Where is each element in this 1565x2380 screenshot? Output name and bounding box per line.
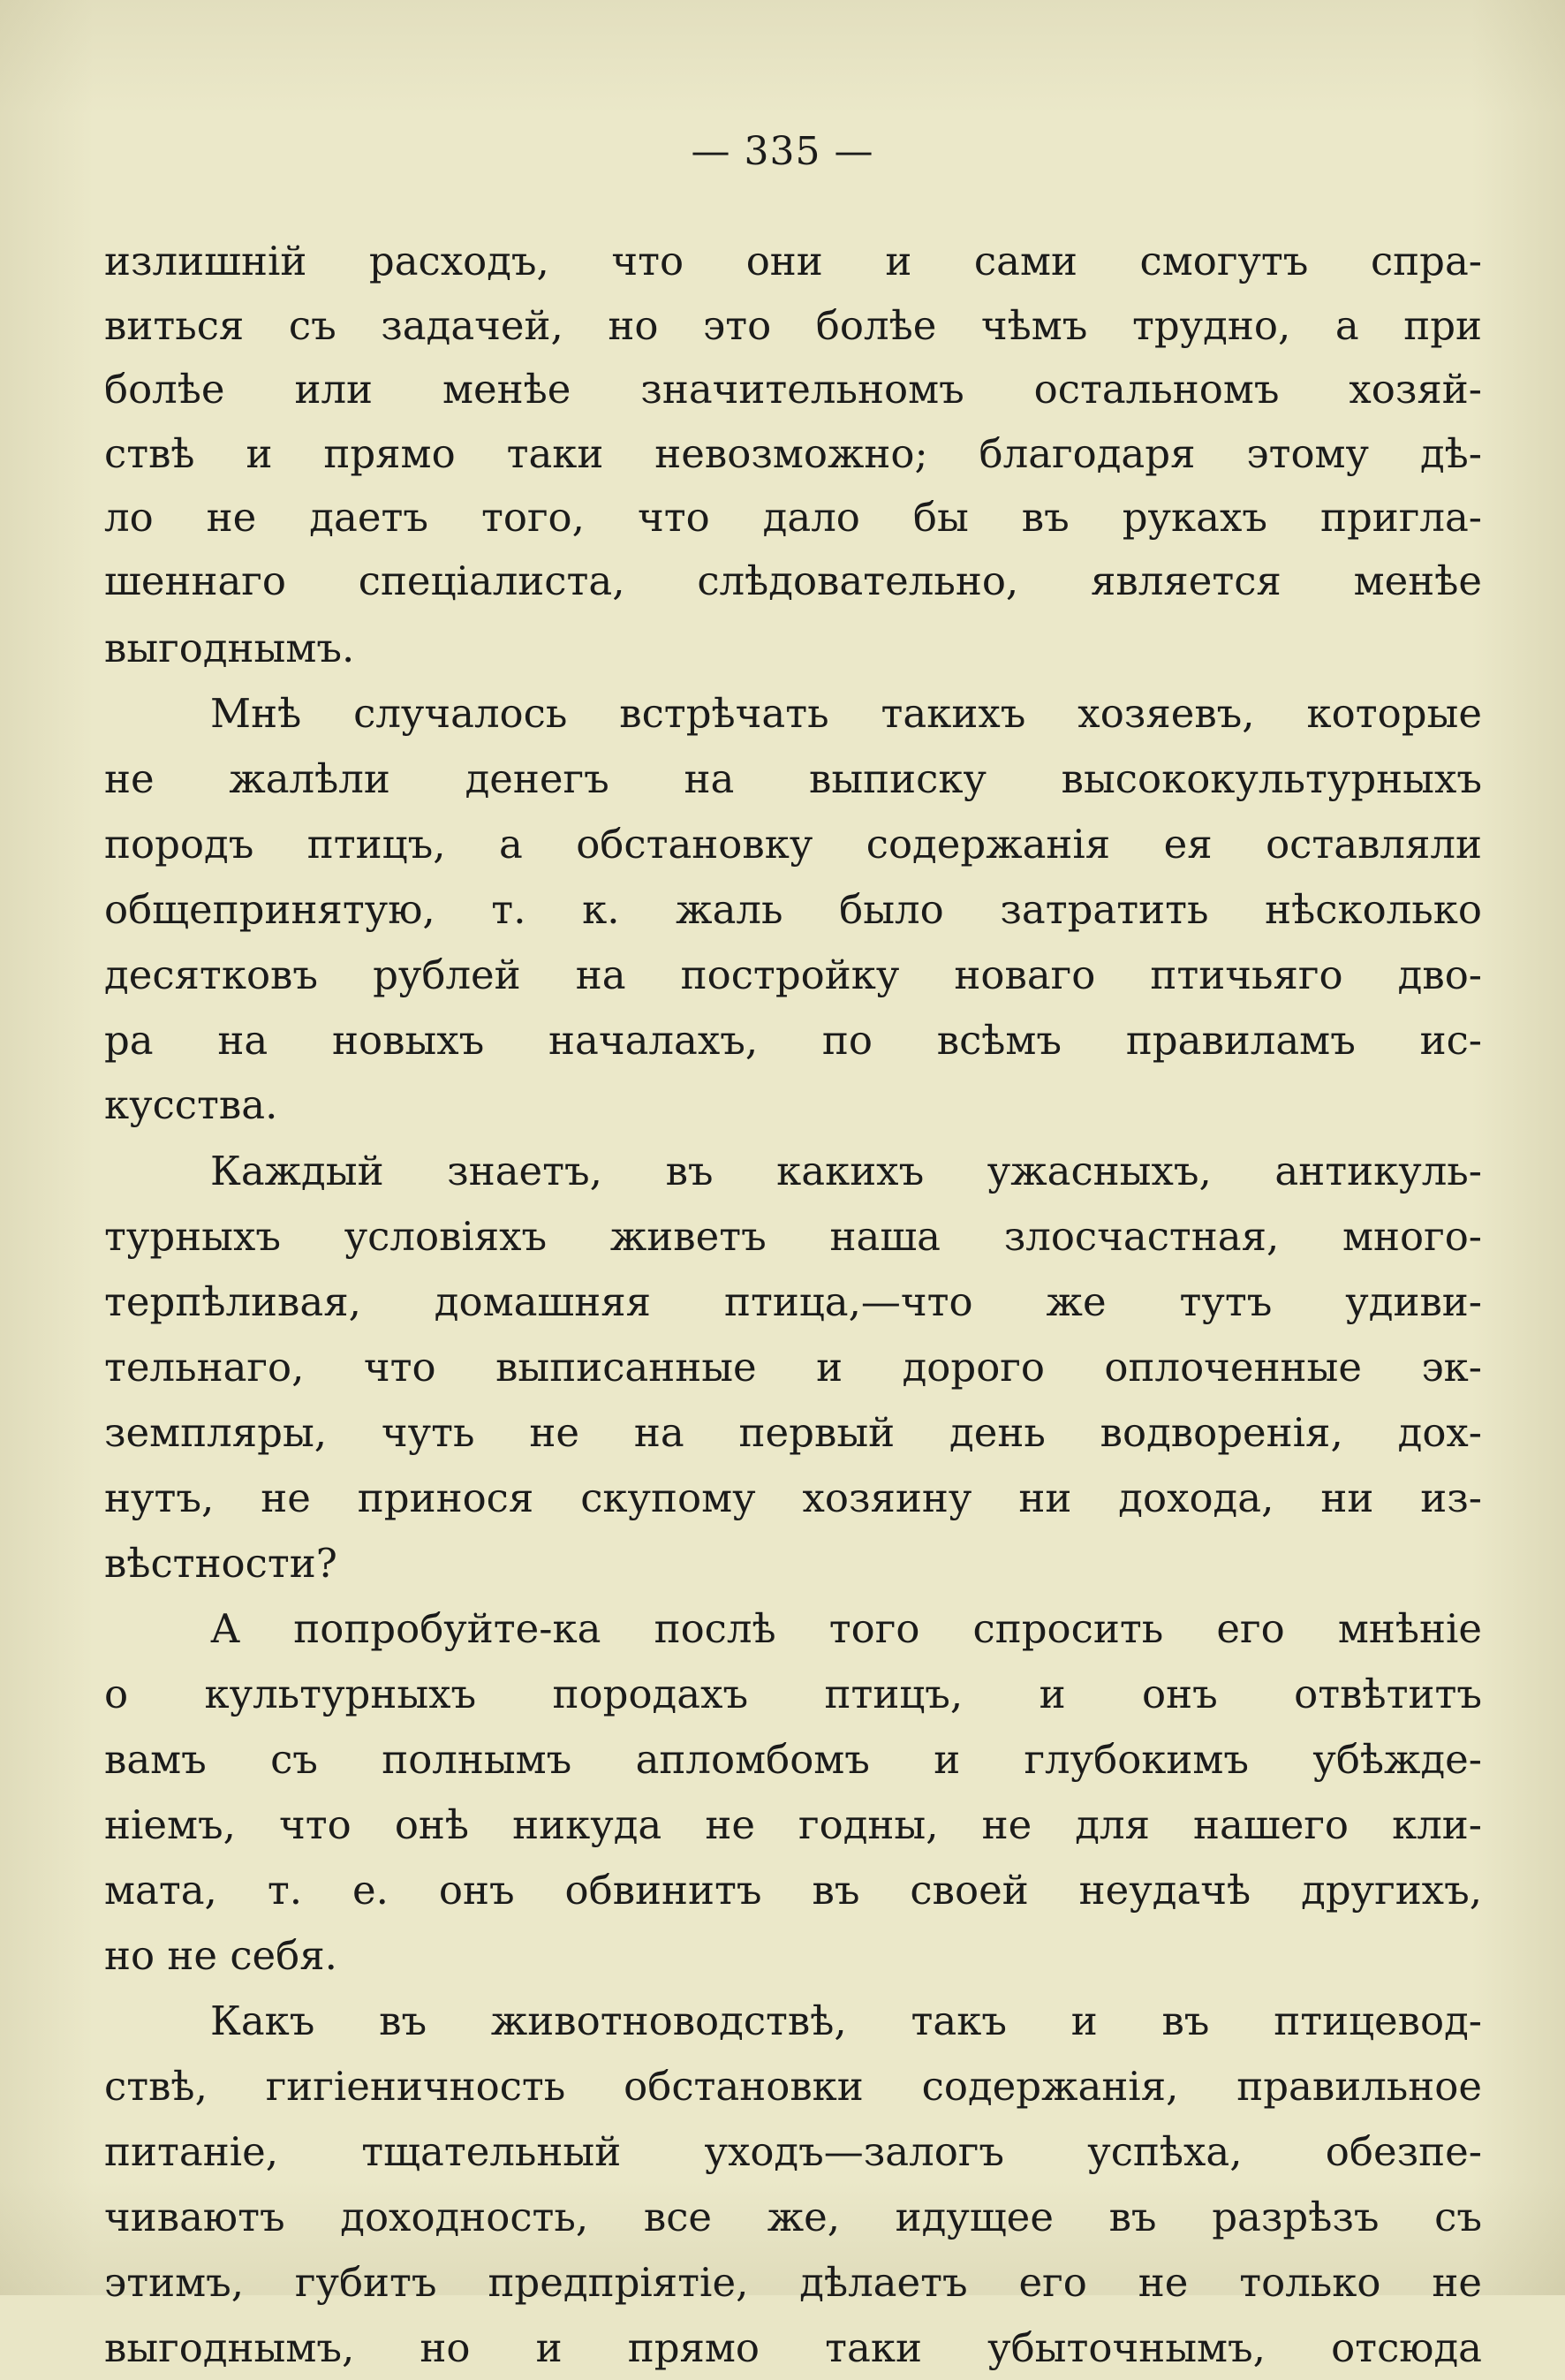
text-line-content: А попробуйте-ка послѣ того спросить его мнѣніе <box>210 1605 1482 1652</box>
text-line-content: ніемъ, что онѣ никуда не годны, не для нашего кли- <box>104 1801 1482 1848</box>
text-line <box>0 1009 1565 1073</box>
text-line <box>0 2120 1565 2184</box>
text-line-content: питаніе, тщательный уходъ—залогъ успѣха, обезпе- <box>104 2128 1482 2175</box>
text-line <box>0 1924 1565 1988</box>
text-line-content: десятковъ рублей на постройку новаго птичьяго дво- <box>104 951 1482 998</box>
text-line <box>0 1597 1565 1661</box>
text-line <box>0 2316 1565 2380</box>
text-line <box>0 944 1565 1007</box>
text-line <box>0 2251 1565 2315</box>
text-line <box>0 1990 1565 2053</box>
text-line <box>0 1663 1565 1726</box>
text-line-content: ра на новыхъ началахъ, по всѣмъ правиламъ ис- <box>104 1017 1482 1064</box>
text-line <box>0 878 1565 942</box>
text-line-content: тельнаго, что выписанные и дорого оплоченные эк- <box>104 1344 1482 1391</box>
text-line <box>0 1793 1565 1857</box>
text-line-content: общепринятую, т. к. жаль было затратить нѣсколько <box>104 886 1482 933</box>
text-line <box>0 1401 1565 1465</box>
text-line-content: но не себя. <box>104 1932 337 1979</box>
text-line <box>0 1532 1565 1596</box>
text-line-content: нутъ, не принося скупому хозяину ни дохода, ни из- <box>104 1474 1482 1521</box>
page-number: — 335 — <box>691 129 874 174</box>
text-line <box>0 1859 1565 1922</box>
text-line-content: кусства. <box>104 1081 278 1128</box>
text-line <box>0 422 1565 486</box>
text-line-content: излишній расходъ, что они и сами смогутъ спра- <box>104 238 1482 284</box>
text-line-content: Каждый знаетъ, въ какихъ ужасныхъ, антикуль- <box>210 1148 1482 1194</box>
text-line-content: виться съ задачей, но это болѣе чѣмъ трудно, а при <box>104 302 1482 349</box>
text-line-content: этимъ, губитъ предпріятіе, дѣлаетъ его не только не <box>104 2259 1482 2306</box>
text-line <box>0 2055 1565 2119</box>
text-line <box>0 1467 1565 1530</box>
text-line <box>0 358 1565 421</box>
text-line-content: выгоднымъ, но и прямо таки убыточнымъ, отсюда <box>104 2324 1482 2371</box>
text-line <box>0 617 1565 680</box>
text-line-content: мата, т. е. онъ обвинитъ въ своей неудачѣ другихъ, <box>104 1867 1482 1914</box>
text-line-content: болѣе или менѣе значительномъ остальномъ хозяй- <box>104 366 1482 413</box>
text-line-content: вамъ съ полнымъ апломбомъ и глубокимъ убѣжде- <box>104 1736 1482 1783</box>
text-line-content: не жалѣли денегъ на выписку высококультурныхъ <box>104 755 1482 802</box>
text-line <box>0 1728 1565 1792</box>
text-line-content: о культурныхъ породахъ птицъ, и онъ отвѣтитъ <box>104 1671 1482 1717</box>
text-line <box>0 747 1565 811</box>
text-line-content: ло не даетъ того, что дало бы въ рукахъ пригла- <box>104 494 1482 541</box>
text-line-content: ствѣ, гигіеничность обстановки содержанія, правильное <box>104 2063 1482 2110</box>
text-line-content: шеннаго спеціалиста, слѣдовательно, является менѣе <box>104 557 1482 604</box>
text-line-content: Какъ въ животноводствѣ, такъ и въ птицевод- <box>210 1997 1482 2044</box>
text-line <box>0 486 1565 550</box>
text-line-content: турныхъ условіяхъ живетъ наша злосчастная, много- <box>104 1213 1482 1260</box>
text-line-content: выгоднымъ. <box>104 625 355 671</box>
text-line <box>0 294 1565 358</box>
text-line <box>0 550 1565 613</box>
text-line <box>0 813 1565 876</box>
text-line <box>0 1270 1565 1334</box>
text-line <box>0 2186 1565 2249</box>
text-line-content: ствѣ и прямо таки невозможно; благодаря этому дѣ- <box>104 430 1482 477</box>
text-line-content: Мнѣ случалось встрѣчать такихъ хозяевъ, которые <box>210 690 1482 737</box>
text-line <box>0 1336 1565 1399</box>
text-line-content: земпляры, чуть не на первый день водворенія, дох- <box>104 1409 1482 1456</box>
text-line <box>0 230 1565 293</box>
text-line-content: вѣстности? <box>104 1540 337 1587</box>
text-line <box>0 1073 1565 1137</box>
text-line <box>0 1140 1565 1203</box>
text-line-content: чиваютъ доходность, все же, идущее въ разрѣзъ съ <box>104 2194 1482 2240</box>
text-line <box>0 1205 1565 1269</box>
text-line-content: терпѣливая, домашняя птица,—что же тутъ удиви- <box>104 1278 1482 1325</box>
text-line-content: породъ птицъ, а обстановку содержанія ея оставляли <box>104 821 1482 868</box>
text-line <box>0 682 1565 746</box>
